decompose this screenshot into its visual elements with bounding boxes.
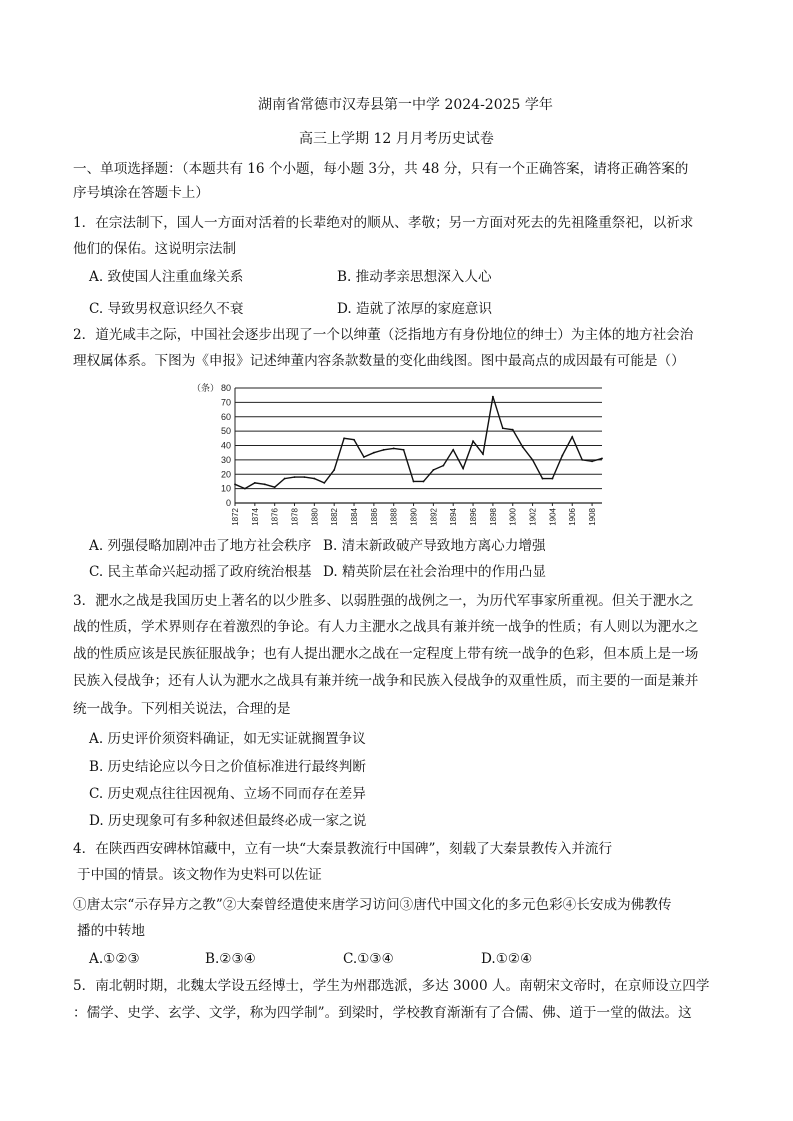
chart-data-point: [482, 453, 484, 455]
chart-ytick-label: 70: [220, 397, 231, 408]
q2-option-b[interactable]: B. 清末新政破产导致地方离心力增强: [323, 538, 546, 554]
line-chart: [180, 378, 610, 528]
q4-stem-line1: 4．在陕西西安碑林馆藏中，立有一块“大秦景教流行中国碑”，刻载了大秦景教传入并流行: [73, 841, 613, 857]
q5-stem-line1: 5．南北朝时期，北魏太学设五经博士，学生为州郡选派，多达 3000 人。南朝宋文帝时，在京师设立四学: [73, 978, 710, 994]
q3-option-c[interactable]: C. 历史观点往往因视角、立场不同而存在差异: [89, 786, 366, 802]
chart-data-point: [413, 481, 415, 483]
q4-stem-line3: ①唐太宗“示存异方之教”②大秦曾经遣使来唐学习访问③唐代中国文化的多元色彩④长安成为佛教传: [73, 897, 672, 913]
chart-data-point: [442, 465, 444, 467]
chart-data-point: [581, 459, 583, 461]
chart-ytick-label: 50: [220, 426, 231, 437]
chart-data-point: [472, 440, 474, 442]
q2-stem-line2: 理权属体系。下图为《申报》记述绅董内容条款数量的变化曲线图。图中最高点的成因最有可能是（）: [73, 353, 685, 369]
chart-data-point: [274, 486, 276, 488]
chart-xtick-label: 1890: [409, 508, 419, 526]
q3-option-a[interactable]: A. 历史评价须资料确证，如无实证就搁置争议: [89, 731, 366, 747]
chart-data-point: [552, 478, 554, 480]
chart-data-point: [393, 447, 395, 449]
chart-xtick-label: 1886: [369, 508, 379, 526]
chart-data-point: [313, 478, 315, 480]
q3-stem-line2: 战的性质，学术界则存在着激烈的争论。有人力主淝水之战具有兼并统一战争的性质；有人则以为淝水之: [73, 619, 699, 635]
chart-xtick-label: 1880: [310, 508, 320, 526]
q4-option-c[interactable]: C.①③④: [343, 951, 394, 967]
q4-option-b[interactable]: B.②③④: [205, 951, 256, 967]
chart-xtick-label: 1872: [231, 508, 240, 526]
section-instruction-line2: 序号填涂在答题卡上）: [73, 185, 209, 201]
chart-xtick-label: 1904: [548, 508, 558, 526]
chart-series-line-0: [235, 397, 602, 489]
chart-data-point: [462, 468, 464, 470]
q2-option-d[interactable]: D. 精英阶层在社会治理中的作用凸显: [323, 564, 546, 580]
chart-xtick-label: 1898: [488, 508, 498, 526]
chart-data-point: [591, 460, 593, 462]
chart-xtick-label: 1906: [568, 508, 578, 526]
exam-title: 湖南省常德市汉寿县第一中学 2024-2025 学年: [258, 97, 553, 113]
chart-xtick-label: 1874: [250, 508, 260, 526]
q3-stem-line3: 战的性质应该是民族征服战争；也有人提出淝水之战在一定程度上带有统一战争的色彩，但本质上是一场: [73, 646, 699, 662]
chart-xtick-label: 1876: [270, 508, 280, 526]
chart-xtick-label: 1882: [330, 508, 340, 526]
chart-ytick-label: 10: [220, 483, 231, 494]
chart-data-point: [294, 476, 296, 478]
q1-option-a[interactable]: A. 致使国人注重血缘关系: [89, 269, 244, 285]
chart-data-point: [452, 449, 454, 451]
chart-ytick-label: 40: [220, 440, 231, 451]
chart-data-point: [244, 488, 246, 490]
chart-xtick-label: 1900: [508, 508, 518, 526]
chart-data-point: [423, 481, 425, 483]
chart-data-point: [323, 482, 325, 484]
chart-xtick-label: 1878: [290, 508, 300, 526]
q3-stem-line1: 3．淝水之战是我国历史上著名的以少胜多、以弱胜强的战例之一，为历代军事家所重视。但关于淝水之: [73, 593, 694, 609]
chart-data-point: [363, 456, 365, 458]
chart-data-point: [542, 478, 544, 480]
q1-stem-line1: 1．在宗法制下，国人一方面对活着的长辈绝对的顺从、孝敬；另一方面对死去的先祖隆重祭祀，以祈求: [73, 215, 694, 231]
q1-option-d[interactable]: D. 造就了浓厚的家庭意识: [337, 301, 492, 317]
q2-option-a[interactable]: A. 列强侵略加剧冲击了地方社会秩序: [89, 538, 312, 554]
chart-y-unit-label: （条）: [192, 383, 220, 393]
exam-subtitle: 高三上学期 12 月月考历史试卷: [299, 131, 494, 147]
chart-data-point: [284, 478, 286, 480]
section-instruction-line1: 一、单项选择题：（本题共有 16 个小题，每小题 3分，共 48 分，只有一个正确答案，请将正确答案的: [73, 161, 689, 177]
chart-ytick-label: 30: [220, 454, 231, 465]
chart-data-point: [353, 439, 355, 441]
chart-data-point: [561, 455, 563, 457]
q4-stem-line2: 于中国的情景。该文物作为史料可以佐证: [77, 867, 322, 883]
chart-ytick-label: 20: [220, 469, 231, 480]
q1-option-c[interactable]: C. 导致男权意识经久不衰: [89, 301, 244, 317]
q4-stem-line4: 播的中转地: [77, 923, 145, 939]
q2-option-c[interactable]: C. 民主革命兴起动摇了政府统治根基: [89, 564, 312, 580]
chart-data-point: [571, 436, 573, 438]
chart-xtick-label: 1894: [449, 508, 459, 526]
chart-data-point: [343, 437, 345, 439]
chart-data-point: [512, 429, 514, 431]
chart-data-point: [522, 446, 524, 448]
q1-stem-line2: 他们的保佑。这说明宗法制: [73, 241, 237, 257]
q3-option-b[interactable]: B. 历史结论应以今日之价值标准进行最终判断: [89, 759, 366, 775]
q3-stem-line5: 统一战争。下列相关说法，合理的是: [73, 701, 291, 717]
q5-stem-line2: ：儒学、史学、玄学、文学，称为四学制”。到梁时，学校教育渐渐有了合儒、佛、道于一堂的做法。这: [73, 1005, 692, 1021]
chart-data-point: [254, 482, 256, 484]
chart-data-point: [333, 469, 335, 471]
chart-xtick-label: 1892: [429, 508, 439, 526]
chart-xtick-label: 1896: [469, 508, 479, 526]
q1-option-b[interactable]: B. 推动孝亲思想深入人心: [337, 269, 492, 285]
chart-data-point: [432, 469, 434, 471]
chart-ytick-label: 60: [220, 411, 231, 422]
chart-xtick-label: 1884: [350, 508, 360, 526]
chart-ytick-label: 0: [225, 498, 231, 508]
chart-data-point: [601, 458, 603, 460]
q4-option-a[interactable]: A.①②③: [89, 951, 140, 967]
chart-data-point: [304, 476, 306, 478]
q3-stem-line4: 民族入侵战争；还有人认为淝水之战具有兼并统一战争和民族入侵战争的双重性质，而主要的一面是兼并: [73, 673, 699, 689]
chart-xtick-label: 1888: [389, 508, 399, 526]
chart-data-point: [373, 452, 375, 454]
q3-option-d[interactable]: D. 历史现象可有多种叙述但最终必成一家之说: [89, 813, 367, 829]
chart-data-point: [383, 449, 385, 451]
chart-xtick-label: 1902: [528, 508, 538, 526]
chart-data-point: [234, 483, 236, 485]
chart-data-point: [532, 459, 534, 461]
chart-data-point: [264, 483, 266, 485]
chart-ytick-label: 80: [220, 383, 231, 393]
q4-option-d[interactable]: D.①②④: [481, 951, 533, 967]
chart-data-point: [502, 427, 504, 429]
q2-stem-line1: 2．道光咸丰之际，中国社会逐步出现了一个以绅董（泛指地方有身份地位的绅士）为主体的地方社会治: [73, 327, 694, 343]
chart-data-point: [492, 396, 494, 398]
chart-xtick-label: 1908: [588, 508, 598, 526]
chart-data-point: [403, 449, 405, 451]
